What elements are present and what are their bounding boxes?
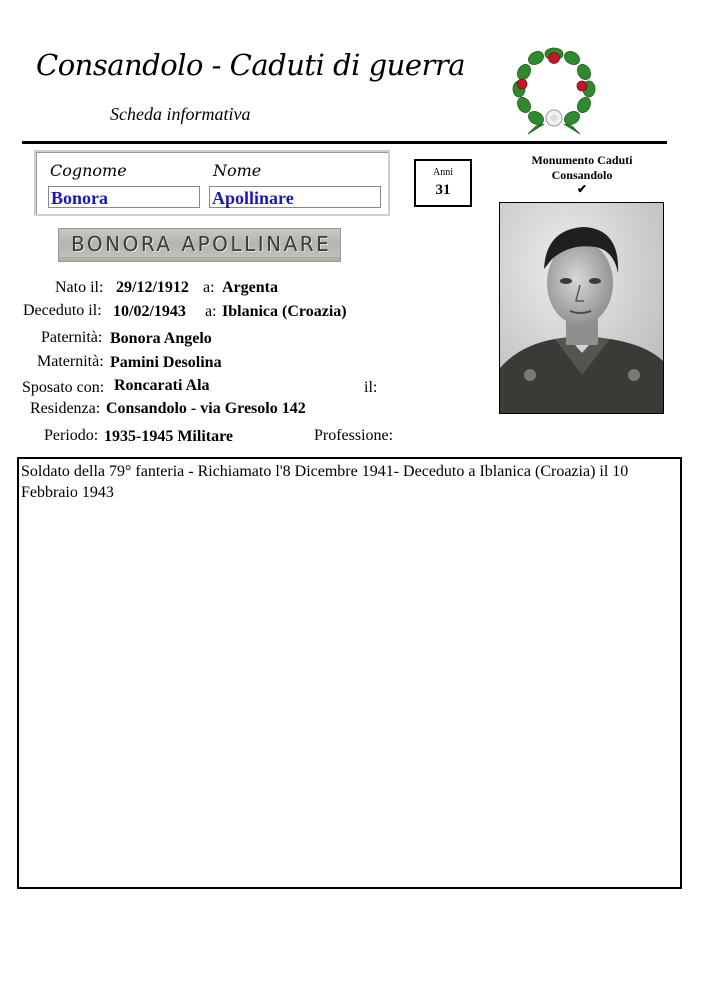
period-label: Periodo: [44, 427, 99, 444]
birth-date: 29/12/1912 [116, 279, 189, 296]
plaque-edge [59, 257, 340, 262]
nome-field[interactable]: Apollinare [209, 186, 381, 208]
monument-line-2: Consandolo [551, 168, 613, 182]
profession-label: Professione: [314, 427, 394, 444]
spouse-value: Roncarati Ala [114, 377, 210, 394]
portrait-photo [499, 202, 664, 414]
age-value: 31 [435, 182, 451, 198]
engraved-plaque [58, 228, 341, 262]
portrait-image [500, 203, 664, 414]
period-value: 1935-1945 Militare [104, 428, 234, 445]
monument-checkbox[interactable]: ✔ [576, 182, 588, 196]
death-date-label: Deceduto il: [23, 302, 102, 319]
age-label: Anni [433, 167, 453, 178]
page-title: Consandolo - Caduti di guerra [36, 48, 466, 82]
monument-block [520, 153, 644, 195]
age-box [414, 159, 472, 207]
death-place: Iblanica (Croazia) [222, 303, 347, 320]
birth-place-label: a: [203, 279, 215, 296]
marriage-date-label: il: [364, 379, 378, 396]
residence-value: Consandolo - via Gresolo 142 [106, 400, 306, 417]
notes-box[interactable]: Soldato della 79° fanteria - Richiamato l'8 Dicembre 1941- Deceduto a Iblanica (Croazia) il 10 Febbraio 1943 [17, 457, 682, 889]
birth-place: Argenta [222, 279, 278, 296]
header-rule [22, 141, 667, 144]
paternita-label: Paternità: [41, 329, 103, 346]
wreath-icon [506, 42, 602, 138]
paternita-value: Bonora Angelo [110, 330, 212, 347]
spouse-label: Sposato con: [22, 379, 105, 396]
page-subtitle: Scheda informativa [110, 104, 251, 124]
birth-date-label: Nato il: [55, 279, 104, 296]
nome-label: Nome [213, 161, 262, 180]
cognome-label: Cognome [50, 161, 127, 180]
residence-label: Residenza: [30, 400, 101, 417]
maternita-value: Pamini Desolina [110, 354, 222, 371]
plaque-text: BONORA APOLLINARE [71, 232, 332, 256]
maternita-label: Maternità: [37, 353, 104, 370]
death-place-label: a: [205, 303, 217, 320]
cognome-field[interactable]: Bonora [48, 186, 200, 208]
monument-line-1: Monumento Caduti [531, 153, 633, 167]
death-date: 10/02/1943 [113, 303, 186, 320]
